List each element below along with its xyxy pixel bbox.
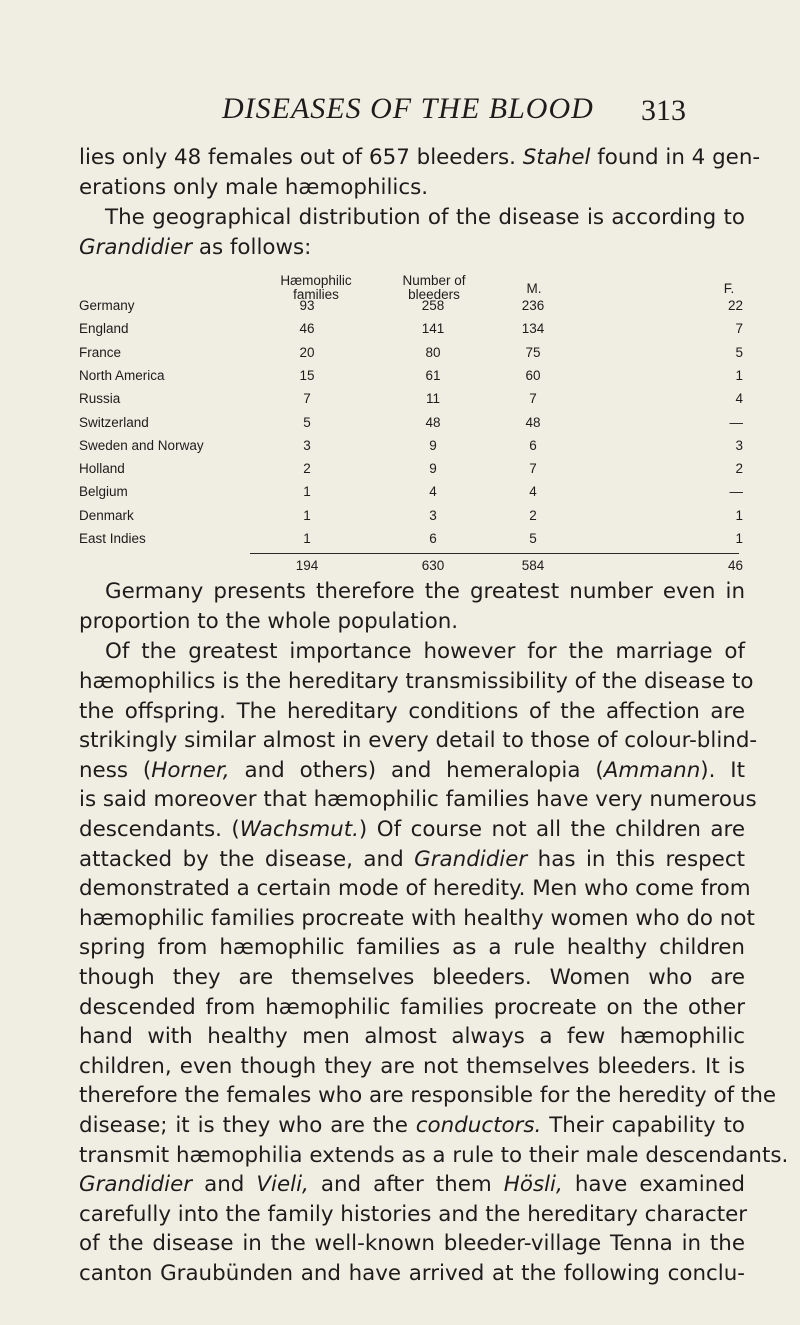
table-row <box>79 530 741 548</box>
text-line: Grandidier and Vieli, and after them Hösli, have examined <box>79 1172 745 1198</box>
header-male: M. <box>526 281 542 296</box>
author-name: Stahel <box>522 145 591 170</box>
table-cell-bleeders: 9 <box>429 461 437 477</box>
table-cell-male: 75 <box>525 344 541 360</box>
table-cell-male: 6 <box>529 437 537 453</box>
table-cell-bleeders: 258 <box>421 298 445 313</box>
table-cell-male: 5 <box>529 531 537 546</box>
paragraph-germany-end <box>79 607 745 637</box>
author-name: Vieli, <box>256 1172 309 1198</box>
paragraph-distribution-intro-end <box>79 233 745 263</box>
table-cell-male: 7 <box>529 461 537 477</box>
table-row <box>79 344 741 362</box>
table-cell-country: France <box>79 344 122 360</box>
text-line: disease; it is they who are the conductors. Their capability to <box>79 1112 746 1138</box>
totals-row <box>79 557 741 575</box>
author-name: Horner, <box>151 757 230 783</box>
table-cell-country: Russia <box>79 391 121 407</box>
table-row <box>79 460 741 478</box>
text-line: strikingly similar almost in every detail to those of colour-blind- <box>79 728 758 754</box>
running-title: DISEASES OF THE BLOOD <box>222 92 594 125</box>
table-cell-bleeders: 141 <box>421 321 445 337</box>
table-cell-female: 5 <box>735 344 743 360</box>
text-line: hand with healthy men almost always a few hæmophilic <box>79 1024 745 1050</box>
table-cell-families: 20 <box>299 344 315 360</box>
text-line: attacked by the disease, and Grandidier has in this respect <box>79 846 745 872</box>
paragraph-germany <box>79 577 745 607</box>
table-cell-families: 1 <box>303 507 311 523</box>
author-name: Ammann <box>603 757 701 783</box>
table-cell-male: 4 <box>529 484 537 500</box>
text-line: erations only male hæmophilics. <box>79 174 429 200</box>
text-line: Germany presents therefore the greatest number even in <box>105 579 745 604</box>
table-cell-country: England <box>79 321 129 337</box>
text-line: ness (Horner, and others) and hemeralopia (Ammann). It <box>79 757 745 783</box>
text-line: transmit hæmophilia extends as a rule to their male descendants. <box>79 1142 789 1168</box>
emphasized-term: conductors. <box>415 1112 542 1138</box>
author-name: Grandidier <box>79 235 193 260</box>
table-row <box>79 320 741 338</box>
table-cell-families: 46 <box>299 321 315 337</box>
table-cell-female: — <box>729 484 743 500</box>
table-cell-female: 22 <box>727 298 743 313</box>
text-line: of the disease in the well-known bleeder-village Tenna in the <box>79 1231 745 1257</box>
table-cell-country: East Indies <box>79 531 146 546</box>
table-cell-male: 134 <box>521 321 545 337</box>
table-cell-bleeders: 9 <box>429 437 437 453</box>
table-cell-female: 7 <box>735 321 743 337</box>
table-cell-country: Belgium <box>79 484 128 500</box>
table-cell-country: North America <box>79 367 165 383</box>
table-row <box>79 367 741 385</box>
table-cell-bleeders: 80 <box>425 344 441 360</box>
table-cell-bleeders: 3 <box>429 507 437 523</box>
table-cell-female: — <box>729 414 743 430</box>
author-name: Grandidier <box>79 1172 193 1198</box>
distribution-table <box>79 274 741 586</box>
paragraph-heredity <box>79 667 789 1288</box>
table-row <box>79 414 741 432</box>
text-line: spring from hæmophilic families as a rule healthy children <box>79 935 745 961</box>
text-line: Grandidier as follows: <box>79 235 312 260</box>
paragraph-distribution-intro <box>79 203 745 233</box>
table-row <box>79 297 741 315</box>
table-cell-female: 1 <box>735 367 743 383</box>
author-name: Grandidier <box>414 846 528 872</box>
table-cell-male: 7 <box>529 391 537 407</box>
text-line: canton Graubünden and have arrived at the following conclu- <box>79 1260 745 1286</box>
page-number: 313 <box>641 94 686 127</box>
text-line: lies only 48 females out of 657 bleeders. Stahel found in 4 gen- <box>79 145 761 170</box>
table-cell-bleeders: 11 <box>425 391 440 407</box>
author-name: Wachsmut. <box>239 816 359 842</box>
table-cell-families: 1 <box>303 531 311 546</box>
table-cell-bleeders: 61 <box>425 367 441 383</box>
table-cell-bleeders: 48 <box>425 414 441 430</box>
table-cell-country: Holland <box>79 461 125 477</box>
table-cell-female: 1 <box>735 507 743 523</box>
table-cell-male: 48 <box>525 414 541 430</box>
total-families: 194 <box>295 558 319 573</box>
table-cell-country: Germany <box>79 298 135 313</box>
table-cell-bleeders: 6 <box>429 531 437 546</box>
table-row <box>79 437 741 455</box>
table-cell-bleeders: 4 <box>429 484 437 500</box>
table-row <box>79 483 741 501</box>
text-line: demonstrated a certain mode of heredity. Men who come from <box>79 876 751 902</box>
text-line: hæmophilics is the hereditary transmissibility of the disease to <box>79 669 754 694</box>
header-female: F. <box>723 281 735 296</box>
table-cell-families: 2 <box>303 461 311 477</box>
table-row <box>79 507 741 525</box>
table-cell-country: Sweden and Norway <box>79 437 204 453</box>
text-line: the offspring. The hereditary conditions of the affection are <box>79 698 745 724</box>
running-head <box>0 92 800 132</box>
table-cell-families: 15 <box>299 367 315 383</box>
author-name: Hösli, <box>503 1172 563 1198</box>
text-line: The geographical distribution of the disease is according to <box>105 205 745 230</box>
table-cell-families: 3 <box>303 437 311 453</box>
table-cell-female: 3 <box>735 437 743 453</box>
table-cell-female: 4 <box>735 391 743 407</box>
table-cell-families: 5 <box>303 414 311 430</box>
total-male: 584 <box>521 558 545 573</box>
table-cell-families: 93 <box>299 298 315 313</box>
text-line: carefully into the family histories and the hereditary character <box>79 1201 748 1227</box>
table-cell-female: 2 <box>735 461 743 477</box>
text-line: is said moreover that hæmophilic families have very numerous <box>79 787 757 813</box>
total-female: 46 <box>727 558 743 573</box>
totals-rule <box>250 553 739 554</box>
table-cell-male: 236 <box>521 298 545 313</box>
table-cell-female: 1 <box>735 531 743 546</box>
table-row <box>79 390 741 408</box>
paragraph-heredity-first-line <box>79 637 745 667</box>
text-line: hæmophilic families procreate with healthy women who do not <box>79 905 755 931</box>
text-line: Of the greatest importance however for the marriage of <box>105 639 745 664</box>
table-cell-families: 7 <box>303 391 311 407</box>
text-line: though they are themselves bleeders. Women who are <box>79 964 745 990</box>
table-cell-male: 2 <box>529 507 537 523</box>
total-bleeders: 630 <box>421 558 445 573</box>
table-cell-families: 1 <box>303 484 311 500</box>
table-cell-male: 60 <box>525 367 541 383</box>
header-bleeders: Number of bleeders <box>402 273 466 302</box>
paragraph-continuation <box>79 143 761 202</box>
text-line: descendants. (Wachsmut.) Of course not all the children are <box>79 816 745 842</box>
text-line: children, even though they are not themselves bleeders. It is <box>79 1053 745 1079</box>
text-line: proportion to the whole population. <box>79 609 459 634</box>
header-families: Hæmophilic families <box>280 273 352 302</box>
text-line: descended from hæmophilic families procreate on the other <box>79 994 745 1020</box>
table-cell-country: Denmark <box>79 507 134 523</box>
table-cell-country: Switzerland <box>79 414 149 430</box>
text-line: therefore the females who are responsible for the heredity of the <box>79 1083 777 1109</box>
